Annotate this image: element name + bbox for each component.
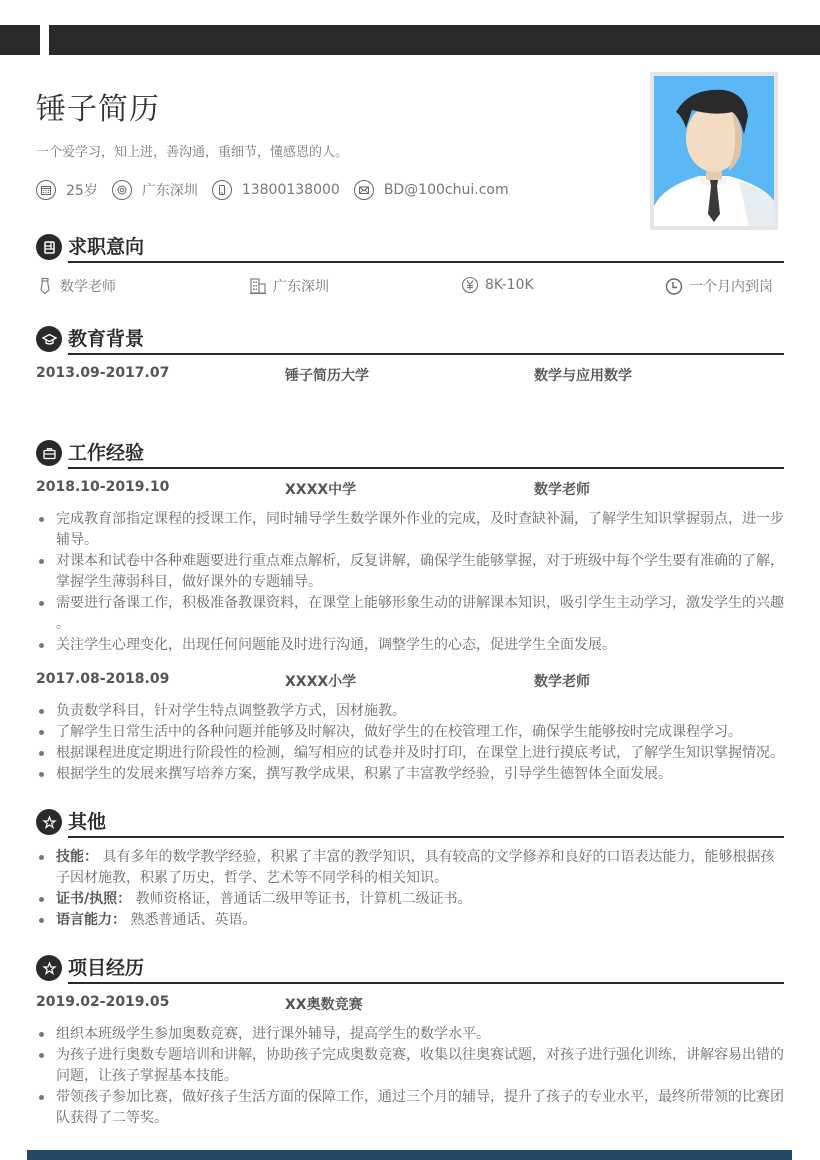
list-item [36,910,786,931]
section-education-header [36,326,784,356]
contact-phone-text: 13800138000 [241,182,340,198]
list-item: 负责数学科目，针对学生特点调整教学方式，因材施教。 [36,701,786,722]
phone-icon [212,180,232,200]
section-projects-header [36,955,784,985]
work-entry-2-bullets [36,701,786,785]
section-divider [68,353,784,355]
contact-location-text: 广东深圳 [141,183,198,199]
contact-email[interactable] [354,180,509,200]
mail-icon [354,180,374,200]
section-intent-header [36,234,784,264]
list-item: 组织本班级学生参加奥数竞赛，进行课外辅导，提高学生的数学水平。 [36,1024,786,1045]
intent-salary-text: 8K-10K [485,277,534,293]
resume-name: 锤子简历 [36,92,160,127]
section-title: 教育背景 [68,328,145,350]
work-org: XXXX小学 [285,674,357,690]
id-card-icon [36,234,62,260]
education-period: 2013.09-2017.07 [36,365,170,381]
education-major: 数学与应用数学 [534,368,632,384]
section-divider [68,836,784,838]
location-icon [112,180,132,200]
contact-email-text: BD@100chui.com [383,182,509,198]
intent-city [249,276,329,296]
education-entry [36,365,784,385]
list-item: 完成教育部指定课程的授课工作，同时辅导学生数学课外作业的完成，及时查缺补漏，了解学生知识掌握弱点，进一步辅导。 [36,509,786,551]
section-title: 项目经历 [68,957,145,979]
building-icon [249,277,267,295]
section-divider [68,467,784,469]
list-item [36,847,786,889]
list-item: 了解学生日常生活中的各种问题并能够及时解决，做好学生的在校管理工作，确保学生能够按时完成课程学习。 [36,722,786,743]
intent-city-text: 广东深圳 [273,279,329,295]
contact-location [112,180,198,200]
language-label: 语言能力： [56,912,126,928]
tie-icon [36,277,54,295]
section-title: 求职意向 [68,236,145,258]
section-title: 其他 [68,811,107,833]
calendar-icon [36,180,56,200]
work-entry-1-bullets [36,509,786,656]
work-entry-2-header [36,671,784,691]
work-role: 数学老师 [534,674,590,690]
clock-icon [665,277,683,295]
skill-text: 具有多年的数学教学经验，积累了丰富的教学知识，具有较高的文学修养和良好的口语表达能力，能够根据孩子因材施教，积累了历史，哲学、艺术等不同学科的相关知识。 [56,849,775,886]
list-item: 根据课程进度定期进行阶段性的检测，编写相应的试卷并及时打印，在课堂上进行摸底考试，了解学生知识掌握情况。 [36,743,786,764]
project-period: 2019.02-2019.05 [36,994,170,1010]
project-entry-header [36,994,784,1014]
project-bullets [36,1024,786,1129]
yen-icon [461,276,479,294]
list-item: 带领孩子参加比赛，做好孩子生活方面的保障工作，通过三个月的辅导，提升了孩子的专业水平，最终所带领的比赛团队获得了二等奖。 [36,1087,786,1129]
list-item: 为孩子进行奥数专题培训和讲解，协助孩子完成奥数竞赛，收集以往奥赛试题，对孩子进行强化训练，讲解容易出错的问题，让孩子掌握基本技能。 [36,1045,786,1087]
star-icon [36,809,62,835]
project-name: XX奥数竞赛 [285,997,363,1013]
top-bar-right [49,25,820,55]
tagline: 一个爱学习，知上进，善沟通，重细节，懂感恩的人。 [36,145,349,160]
list-item: 对课本和试卷中各种难题要进行重点难点解析，反复讲解，确保学生能够掌握，对于班级中每个学生要有准确的了解，掌握学生薄弱科目，做好课外的专题辅导。 [36,551,786,593]
briefcase-icon [36,440,62,466]
graduation-cap-icon [36,326,62,352]
star-icon [36,955,62,981]
contact-age-text: 25岁 [66,183,98,199]
section-title: 工作经验 [68,442,145,464]
list-item: 根据学生的发展来撰写培养方案，撰写教学成果，积累了丰富教学经验，引导学生德智体全面发展。 [36,764,786,785]
list-item: 关注学生心理变化，出现任何问题能及时进行沟通，调整学生的心态，促进学生全面发展。 [36,635,786,656]
section-other-header [36,809,784,839]
education-school: 锤子简历大学 [285,368,369,384]
work-role: 数学老师 [534,482,590,498]
work-period: 2018.10-2019.10 [36,479,170,495]
avatar [654,76,774,226]
list-item [36,889,786,910]
intent-availability-text: 一个月内到岗 [689,279,773,295]
footer-bar [27,1150,792,1160]
intent-salary [461,276,534,294]
section-divider [68,261,784,263]
intent-position [36,276,116,296]
other-bullets [36,847,786,931]
certificate-text: 教师资格证，普通话二级甲等证书，计算机二级证书。 [135,891,472,907]
language-text: 熟悉普通话、英语。 [130,912,257,928]
section-divider [68,982,784,984]
intent-row [36,276,784,298]
skill-label: 技能： [56,849,98,865]
intent-position-text: 数学老师 [60,279,116,295]
contact-row [36,180,523,200]
profile-photo [650,72,778,230]
contact-age [36,180,98,200]
contact-phone[interactable] [212,180,340,200]
section-work-header [36,440,784,470]
certificate-label: 证书/执照： [56,891,132,907]
work-period: 2017.08-2018.09 [36,671,170,687]
intent-availability [665,276,773,296]
list-item: 需要进行备课工作，积极准备教课资料，在课堂上能够形象生动的讲解课本知识，吸引学生主动学习，激发学生的兴趣 。 [36,593,786,635]
top-bar-left [0,25,40,55]
work-entry-1-header [36,479,784,499]
work-org: XXXX中学 [285,482,357,498]
